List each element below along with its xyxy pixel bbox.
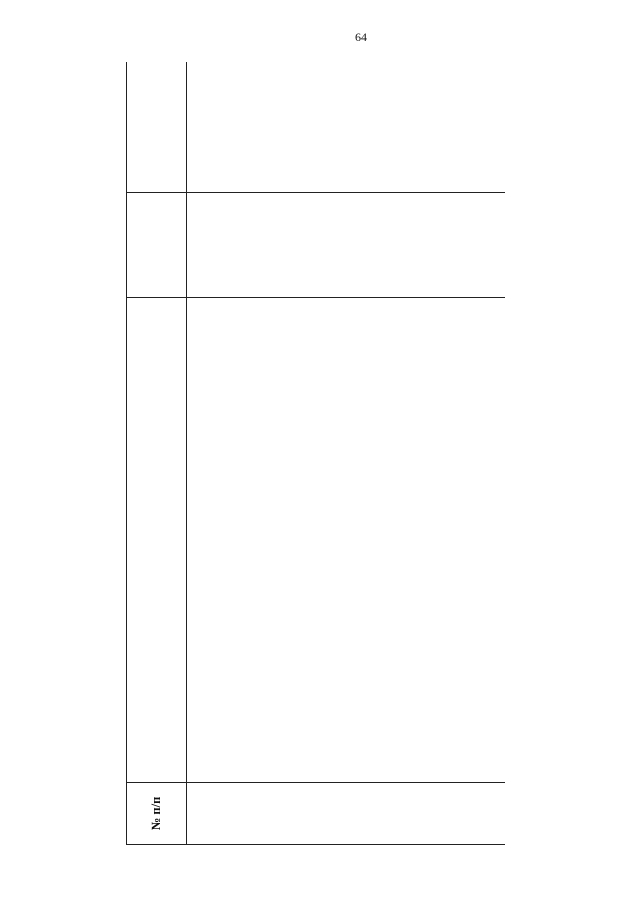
page-number: 64 (355, 30, 367, 44)
header-number: № п/п (127, 783, 187, 845)
rotated-table-frame (126, 62, 505, 845)
table-row (187, 62, 506, 845)
header-information-name (127, 298, 187, 783)
header-submission-deadline (127, 193, 187, 298)
cell-destination (187, 62, 506, 193)
table-header-row (127, 62, 187, 845)
information-table (126, 62, 505, 845)
cell-information-name (187, 298, 506, 783)
information-list (187, 298, 500, 782)
cell-submission-deadline (187, 193, 506, 298)
table-container (126, 62, 505, 845)
header-destination (127, 62, 187, 193)
cell-number (187, 783, 506, 845)
